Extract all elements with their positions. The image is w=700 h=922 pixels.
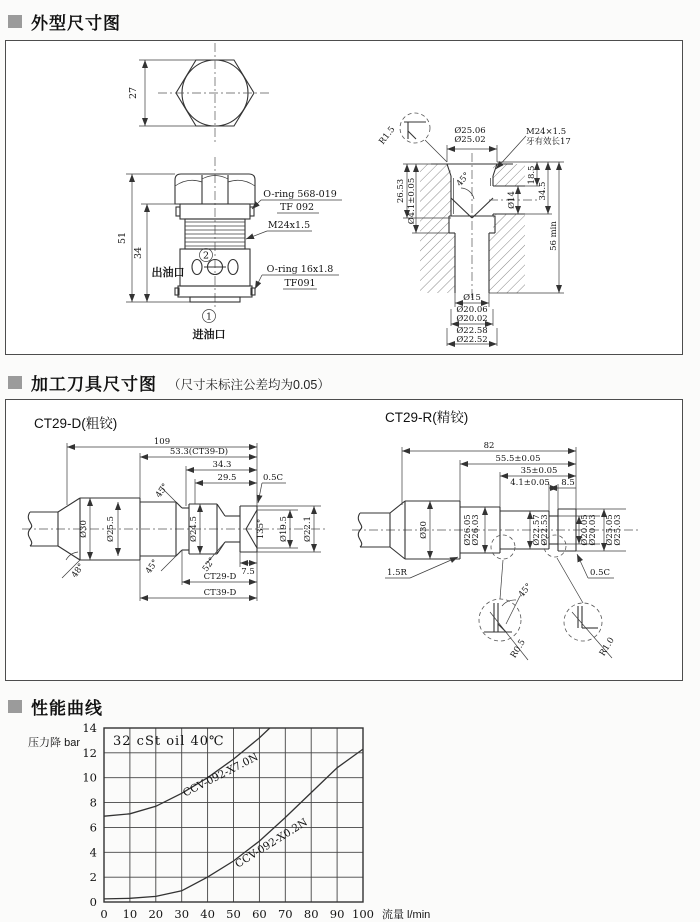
section-header-tools [8, 370, 330, 395]
dim-len-overall-d: 109 [153, 437, 171, 447]
x-tick-label: 0 [100, 907, 108, 921]
dim-len555: 55.5±0.05 [495, 454, 541, 464]
dim-depth-min: 56 min [549, 221, 559, 251]
svg-text:牙有效长17: 牙有效长17 [526, 137, 571, 147]
oring-top-label [252, 189, 342, 213]
chart-note: 32 cSt oil 40℃ [113, 734, 225, 749]
dim-body-height: 34 [133, 246, 144, 260]
dim-len85: 8.5 [561, 478, 575, 488]
port2-callout [152, 249, 213, 280]
dim-cone-angle: 45° [454, 170, 473, 189]
valve-front-view [117, 157, 342, 341]
tool-ct29r [352, 409, 640, 660]
dim-dia2605: Ø26.05 [463, 514, 473, 546]
dim-bore-top-min: Ø25.02 [454, 135, 486, 145]
svg-text:TF 092: TF 092 [279, 202, 315, 213]
hatch-left [420, 164, 455, 293]
dim-dia2005: Ø20.05 [580, 514, 590, 546]
y-tick-label: 0 [89, 895, 97, 909]
thread-label [246, 220, 312, 239]
outline-drawing-frame [5, 40, 683, 355]
dim-len533: 53.3(CT39-D) [169, 447, 229, 457]
dim-dia195: Ø19.5 [279, 516, 289, 542]
detail-view-r05 [479, 560, 534, 660]
port2-label: 出油口 [151, 267, 185, 279]
dim-len-overall-r: 82 [483, 441, 495, 451]
tool-drawing-frame [5, 399, 683, 681]
dim-depth-345: 34.5 [538, 181, 548, 201]
dim-dia221: Ø22.1 [303, 516, 313, 542]
x-tick-label: 90 [329, 907, 345, 921]
section-bullet-icon [8, 700, 22, 713]
x-tick-label: 30 [174, 907, 190, 921]
dim-dia2253: Ø22.53 [540, 514, 550, 546]
dim-bore-low-max: Ø22.58 [456, 326, 488, 336]
svg-text:O-ring 568-019: O-ring 568-019 [263, 189, 337, 200]
dim-rad05: R0.5 [508, 637, 528, 661]
oring-bottom-label [255, 264, 339, 289]
dim-bore-low-min: Ø22.52 [456, 335, 488, 345]
dim-chamfer-d: 0.5C [262, 473, 284, 483]
section-note: （尺寸未标注公差均为0.05） [168, 378, 330, 392]
performance-chart [0, 718, 700, 922]
x-tick-label: 80 [303, 907, 319, 921]
x-tick-label: 60 [252, 907, 267, 921]
y-tick-label: 12 [82, 745, 97, 760]
x-tick-label: 40 [200, 907, 215, 921]
y-tick-label: 10 [82, 770, 97, 785]
dim-depth-2653: 26.53 [396, 178, 406, 204]
dim-dia245: Ø24.5 [189, 516, 199, 542]
tool-ct29r-title: CT29-R(精铰) [385, 410, 469, 425]
dim-len75: 7.5 [241, 567, 255, 577]
label-ct29d: CT29-D [203, 572, 237, 582]
dim-ang45-top: 45° [153, 481, 171, 500]
cavity-section-view [377, 113, 570, 346]
dim-rad10: R1.0 [597, 635, 617, 659]
dim-dia2503: Ø25.03 [613, 514, 623, 546]
dim-fillet: 1.5R [387, 568, 407, 578]
y-tick-label: 6 [89, 820, 97, 835]
dim-dia30: Ø30 [79, 520, 89, 538]
section-bullet-icon [8, 376, 22, 389]
dim-bore-top-max: Ø25.06 [454, 126, 486, 136]
svg-text:M24x1.5: M24x1.5 [267, 220, 311, 231]
svg-text:M24×1.5: M24×1.5 [526, 127, 567, 137]
dim-seat-dia: Ø4.1±0.05 [407, 177, 417, 225]
chart-grid [104, 728, 363, 902]
dim-dia255: Ø25.5 [106, 516, 116, 542]
port1-callout [192, 310, 226, 342]
section-title: 加工刀具尺寸图 [31, 375, 157, 394]
port2-digit: 2 [202, 250, 210, 262]
chart-tick-labels [82, 721, 374, 921]
y-tick-label: 2 [89, 870, 97, 885]
dim-depth-185: 18.5 [527, 165, 537, 185]
dim-corner-radius: R1.5 [377, 124, 398, 147]
valve-top-view [128, 43, 272, 143]
dim-port-dia: Ø14 [507, 191, 517, 209]
svg-text:TF091: TF091 [284, 278, 316, 289]
x-tick-label: 20 [148, 907, 164, 921]
x-axis-label: 流量 l/min [382, 909, 431, 921]
cavity-thread-label [496, 127, 571, 169]
dim-dia30-r: Ø30 [419, 521, 429, 539]
dim-across-flats: 27 [128, 86, 139, 100]
outline-drawing [6, 41, 682, 352]
detail-marker-1 [491, 535, 515, 559]
port1-digit: 1 [205, 311, 213, 323]
section-bullet-icon [8, 15, 22, 28]
dim-pilot-dia: Ø15 [463, 293, 481, 303]
y-tick-label: 4 [89, 845, 97, 860]
dim-len35: 35±0.05 [520, 466, 558, 476]
dim-ang48: 48° [69, 561, 87, 580]
tool-ct29d-title: CT29-D(粗铰) [34, 416, 118, 431]
tool-drawings [6, 400, 682, 678]
x-tick-label: 10 [122, 907, 138, 921]
y-axis-label: 压力降 bar [28, 737, 80, 749]
curve-label-x02n: CCV-092-X0.2N [233, 816, 310, 871]
section-header-performance [8, 694, 103, 719]
dim-dia2505: Ø25.05 [605, 514, 615, 546]
section-title: 外型尺寸图 [31, 14, 121, 33]
dim-len41: 4.1±0.05 [510, 478, 550, 488]
x-tick-label: 100 [352, 907, 374, 921]
x-tick-label: 70 [277, 907, 293, 921]
label-ct39d: CT39-D [203, 588, 237, 598]
dim-dia2003: Ø20.03 [588, 514, 598, 546]
dim-ang45-r: 45° [516, 581, 535, 600]
svg-text:O-ring 16x1.8: O-ring 16x1.8 [266, 264, 334, 275]
dim-len295: 29.5 [217, 473, 237, 483]
dim-bore-mid-min: Ø20.02 [456, 314, 488, 324]
corner-detail [377, 113, 447, 162]
dim-bore-mid-max: Ø20.06 [456, 305, 488, 315]
dim-ang135: 135° [256, 518, 266, 540]
dim-chamfer-r: 0.5C [590, 568, 611, 578]
y-tick-label: 14 [82, 721, 97, 735]
dim-len343: 34.3 [212, 460, 232, 470]
section-title: 性能曲线 [31, 699, 103, 718]
section-header-outline [8, 9, 121, 34]
dim-ang45-bottom: 45° [143, 557, 161, 576]
curve-label-x70n: CCV-092-X7.0N [181, 751, 261, 800]
y-tick-label: 8 [89, 795, 97, 810]
dim-overall-height: 51 [117, 231, 128, 245]
dim-ang52: 52° [200, 555, 218, 574]
port1-label: 进油口 [192, 329, 226, 341]
tool-ct29d [22, 415, 328, 601]
x-tick-label: 50 [226, 907, 241, 921]
dim-dia2257: Ø22.57 [532, 514, 542, 546]
hatch-right-lower [489, 214, 525, 293]
dim-dia2603: Ø26.03 [471, 514, 481, 546]
